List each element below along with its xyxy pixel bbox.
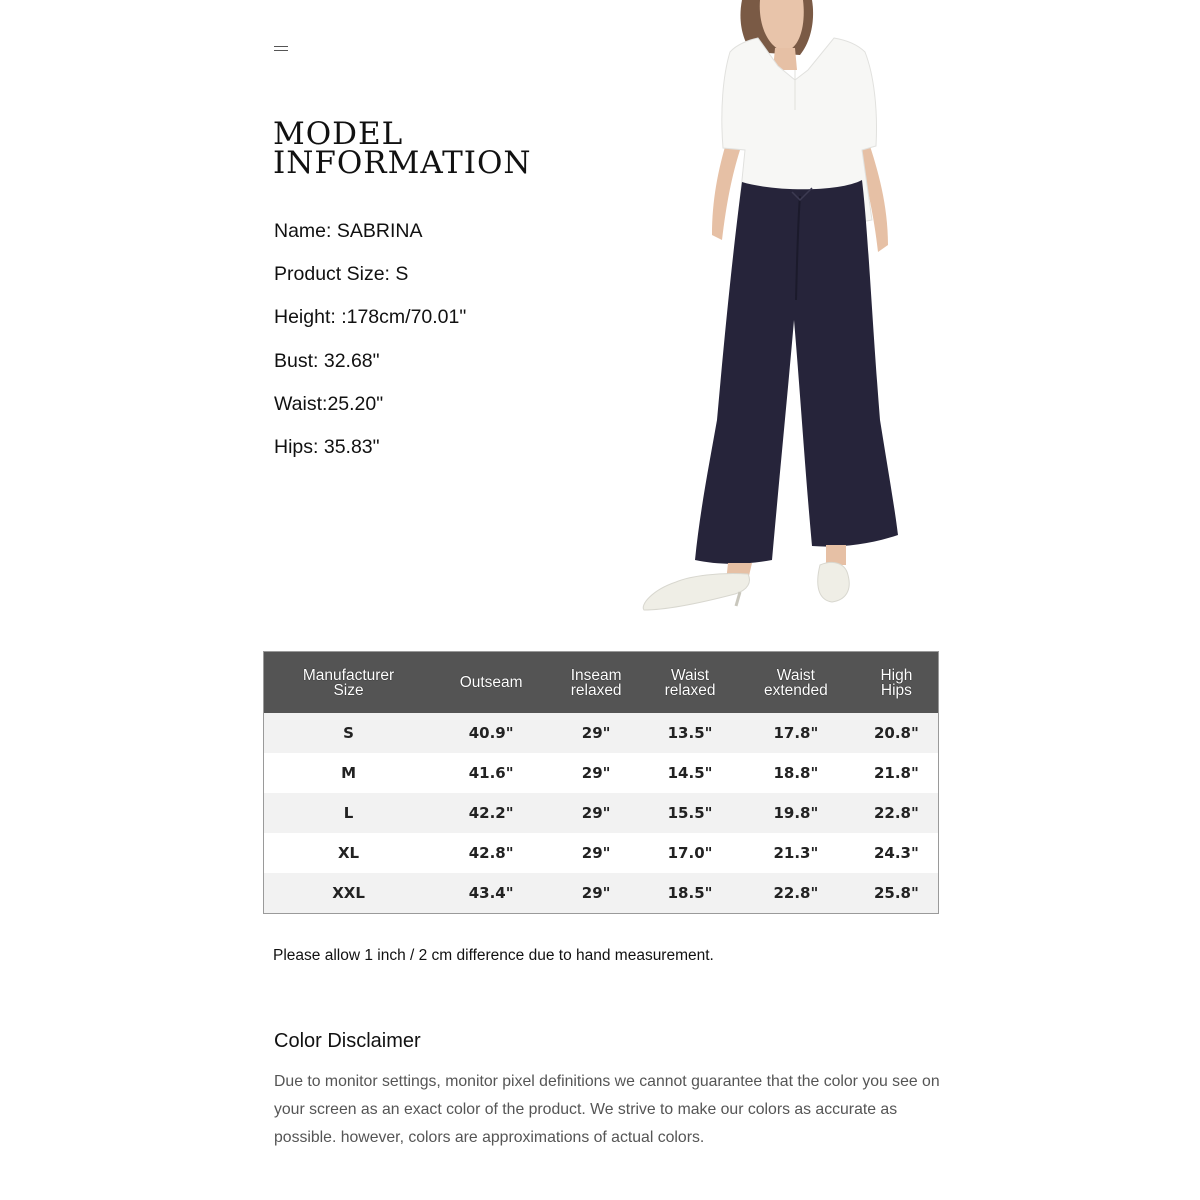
cell-inseam: 29"	[549, 753, 643, 793]
color-disclaimer-text: Due to monitor settings, monitor pixel definitions we cannot guarantee that the color you see on your screen as an exact color of the product. We strive to make our colors as accurate as possible. however, colors are approximations of actual colors.	[274, 1073, 940, 1146]
cell-outseam: 40.9"	[433, 713, 549, 753]
cell-inseam: 29"	[549, 713, 643, 753]
cell-waist-extended: 19.8"	[737, 793, 855, 833]
table-header-row	[264, 652, 939, 714]
cell-size: XL	[264, 833, 434, 873]
cell-size: L	[264, 793, 434, 833]
table-row	[264, 793, 939, 833]
cell-inseam: 29"	[549, 793, 643, 833]
cell-high-hips: 21.8"	[855, 753, 939, 793]
header-high-hips: High Hips	[855, 652, 939, 714]
table-row	[264, 753, 939, 793]
color-disclaimer-title: Color Disclaimer	[274, 1030, 421, 1052]
cell-high-hips: 20.8"	[855, 713, 939, 753]
cell-waist-relaxed: 14.5"	[643, 753, 737, 793]
model-product-size: Product Size: S	[274, 263, 409, 286]
title-line-2: INFORMATION	[273, 145, 532, 181]
cell-waist-extended: 21.3"	[737, 833, 855, 873]
cell-high-hips: 24.3"	[855, 833, 939, 873]
cell-waist-extended: 22.8"	[737, 873, 855, 914]
cell-outseam: 43.4"	[433, 873, 549, 914]
cell-high-hips: 22.8"	[855, 793, 939, 833]
cell-outseam: 42.2"	[433, 793, 549, 833]
table-row	[264, 833, 939, 873]
header-waist-relaxed: Waist relaxed	[643, 652, 737, 714]
header-outseam: Outseam	[433, 652, 549, 714]
model-details-list	[274, 218, 466, 477]
cell-waist-relaxed: 18.5"	[643, 873, 737, 914]
table-row	[264, 713, 939, 753]
cell-inseam: 29"	[549, 873, 643, 914]
cell-inseam: 29"	[549, 833, 643, 873]
cell-outseam: 42.8"	[433, 833, 549, 873]
header-inseam-relaxed: Inseam relaxed	[549, 652, 643, 714]
cell-outseam: 41.6"	[433, 753, 549, 793]
cell-waist-relaxed: 15.5"	[643, 793, 737, 833]
measurement-note: Please allow 1 inch / 2 cm difference due to hand measurement.	[273, 947, 714, 964]
model-information-title	[273, 116, 532, 181]
header-manufacturer-size: Manufacturer Size	[264, 652, 434, 714]
header-waist-extended: Waist extended	[737, 652, 855, 714]
table-row	[264, 873, 939, 914]
model-name: Name: SABRINA	[274, 220, 423, 242]
cell-waist-relaxed: 17.0"	[643, 833, 737, 873]
cell-size: S	[264, 713, 434, 753]
cell-high-hips: 25.8"	[855, 873, 939, 914]
cell-size: M	[264, 753, 434, 793]
cell-waist-extended: 17.8"	[737, 713, 855, 753]
model-height: Height: :178cm/70.01"	[274, 306, 467, 329]
cell-size: XXL	[264, 873, 434, 914]
size-chart-table	[263, 651, 939, 914]
menu-icon[interactable]	[274, 46, 288, 56]
model-hips: Hips: 35.83"	[274, 435, 380, 458]
model-waist: Waist:25.20"	[274, 392, 384, 415]
cell-waist-extended: 18.8"	[737, 753, 855, 793]
model-bust: Bust: 32.68"	[274, 349, 380, 372]
cell-waist-relaxed: 13.5"	[643, 713, 737, 753]
title-line-1: MODEL	[273, 116, 404, 152]
model-photo	[630, 0, 930, 612]
